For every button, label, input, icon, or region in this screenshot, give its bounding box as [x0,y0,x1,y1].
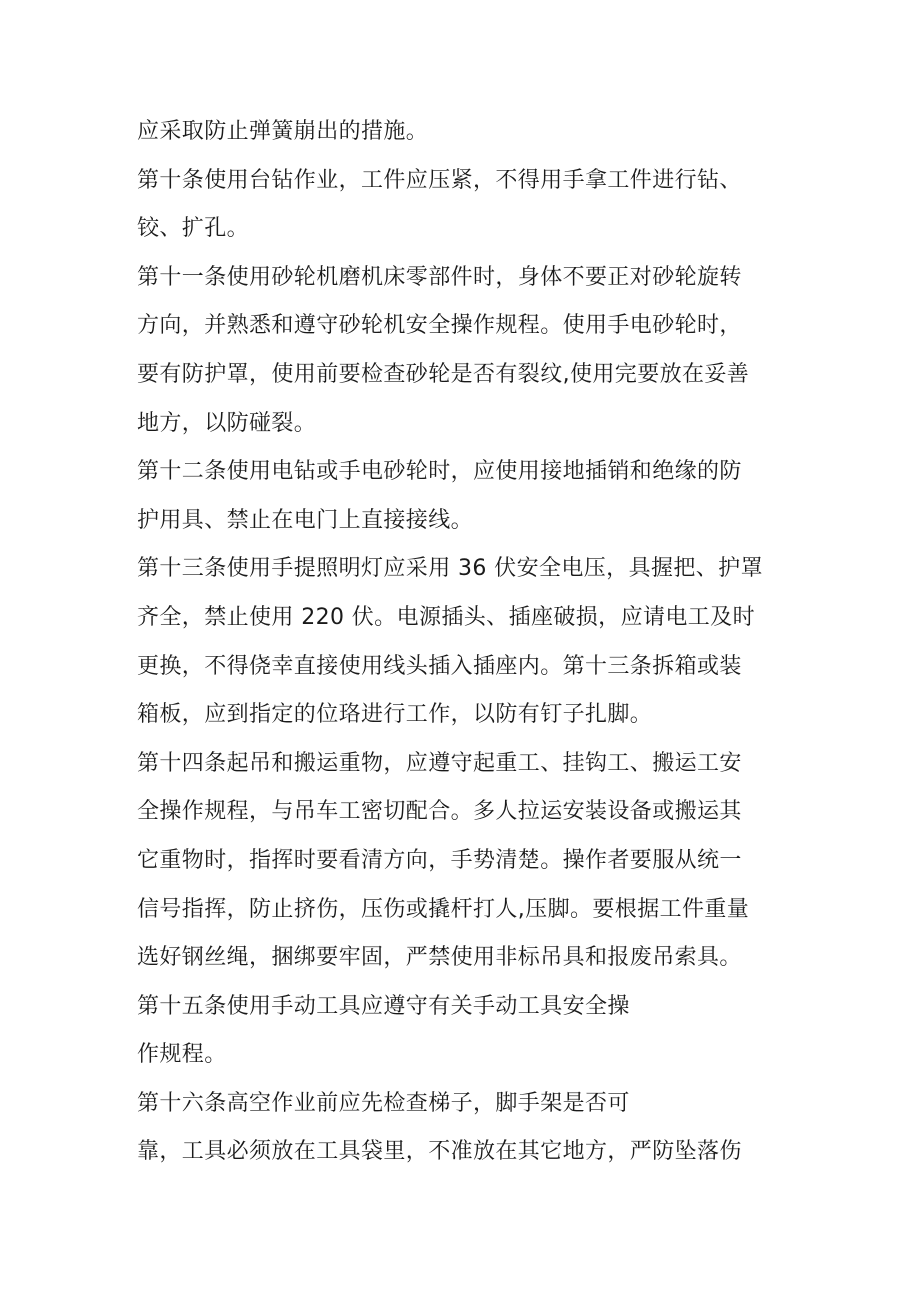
text-line: 要有防护罩，使用前要检查砂轮是否有裂纹,使用完要放在妥善 [137,361,750,387]
document-body [137,108,797,1177]
text-line: 第十六条高空作业前应先检查梯子，脚手架是否可 [137,1090,630,1116]
text-line: 它重物时，指挥时要看清方向，手势清楚。操作者要服从统一 [137,847,742,873]
text-line: 第十三条使用手提照明灯应采用 36 伏安全电压，具握把、护罩 [137,556,763,582]
text-line: 第十一条使用砂轮机磨机床零部件时，身体不要正对砂轮旋转 [137,264,742,290]
text-line: 全操作规程，与吊车工密切配合。多人拉运安装设备或搬运其 [137,799,742,825]
text-line: 更换，不得侥幸直接使用线头插入插座内。第十三条拆箱或装 [137,653,742,679]
text-line: 护用具、禁止在电门上直接接线。 [137,507,474,533]
text-line: 方向，并熟悉和遵守砂轮机安全操作规程。使用手电砂轮时， [137,313,742,339]
text-line: 地方，以防碰裂。 [137,410,317,436]
text-line: 箱板，应到指定的位珞进行工作，以防有钉子扎脚。 [137,702,653,728]
text-line: 第十条使用台钻作业，工件应压紧，不得用手拿工件进行钻、 [137,167,742,193]
text-line: 靠，工具必须放在工具袋里，不准放在其它地方，严防坠落伤 [137,1139,742,1165]
text-line: 第十四条起吊和搬运重物，应遵守起重工、挂钩工、搬运工安 [137,750,742,776]
text-line: 第十二条使用电钻或手电砂轮时，应使用接地插销和绝缘的防 [137,459,742,485]
text-line: 齐全，禁止使用 220 伏。电源插头、插座破损，应请电工及时 [137,604,755,630]
text-line: 信号指挥，防止挤伤，压伤或撬杆打人,压脚。要根据工件重量 [137,896,750,922]
text-line: 铰、扩孔。 [137,216,250,242]
text-line: 第十五条使用手动工具应遵守有关手动工具安全操 [137,993,630,1019]
text-line: 选好钢丝绳，捆绑要牢固，严禁使用非标吊具和报废吊索具。 [137,945,742,971]
text-line: 应采取防止弹簧崩出的措施。 [137,119,429,144]
text-line: 作规程。 [137,1042,227,1068]
